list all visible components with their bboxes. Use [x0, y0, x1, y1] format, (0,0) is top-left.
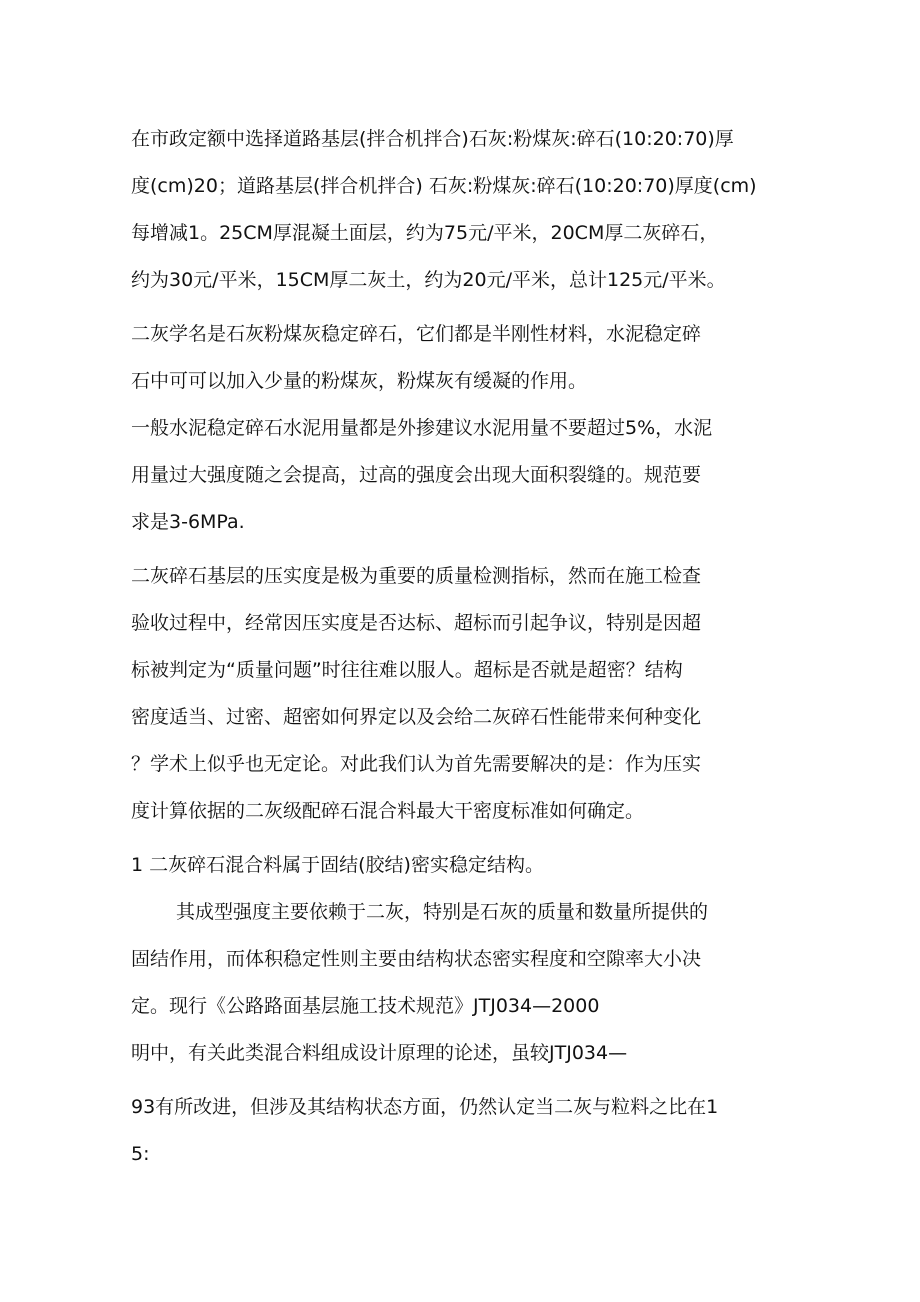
- paragraph-line: 其成型强度主要依赖于二灰，特别是石灰的质量和数量所提供的: [176, 901, 709, 923]
- paragraph-line: 密度适当、过密、超密如何界定以及会给二灰碎石性能带来何种变化: [131, 706, 702, 728]
- paragraph-line: 明中，有关此类混合料组成设计原理的论述，虽较JTJ034—: [131, 1042, 628, 1064]
- paragraph-line: 在市政定额中选择道路基层(拌合机拌合)石灰:粉煤灰:碎石(10:20:70)厚: [131, 128, 734, 150]
- paragraph-line: 标被判定为“质量问题”时往往难以服人。超标是否就是超密？结构: [131, 659, 683, 681]
- paragraph-line: 二灰碎石基层的压实度是极为重要的质量检测指标，然而在施工检查: [131, 565, 702, 587]
- paragraph-line: 度计算依据的二灰级配碎石混合料最大干密度标准如何确定。: [131, 800, 645, 822]
- paragraph-line: 93有所改进，但涉及其结构状态方面，仍然认定当二灰与粒料之比在1: [131, 1096, 719, 1118]
- paragraph-line: 约为30元/平米，15CM厚二灰土，约为20元/平米，总计125元/平米。: [131, 269, 726, 291]
- paragraph-line: 用量过大强度随之会提高，过高的强度会出现大面积裂缝的。规范要: [131, 464, 702, 486]
- paragraph-line: 固结作用，而体积稳定性则主要由结构状态密实程度和空隙率大小决: [131, 948, 702, 970]
- paragraph-line: 定。现行《公路路面基层施工技术规范》JTJ034—2000: [131, 995, 600, 1017]
- paragraph-line: 石中可可以加入少量的粉煤灰，粉煤灰有缓凝的作用。: [131, 370, 588, 392]
- paragraph-line: 求是3-6MPa.: [131, 511, 245, 533]
- paragraph-line: 每增减1。25CM厚混凝土面层，约为75元/平米，20CM厚二灰碎石，: [131, 222, 719, 244]
- paragraph-line: 一般水泥稳定碎石水泥用量都是外掺建议水泥用量不要超过5%，水泥: [131, 417, 713, 439]
- paragraph-line: ？学术上似乎也无定论。对此我们认为首先需要解决的是：作为压实: [131, 753, 702, 775]
- paragraph-line: 二灰学名是石灰粉煤灰稳定碎石，它们都是半刚性材料，水泥稳定碎: [131, 323, 702, 345]
- paragraph-line: 度(cm)20；道路基层(拌合机拌合) 石灰:粉煤灰:碎石(10:20:70)厚度(cm): [131, 175, 757, 197]
- paragraph-line: 5:: [131, 1143, 150, 1165]
- section-heading: 1 二灰碎石混合料属于固结(胶结)密实稳定结构。: [131, 854, 544, 876]
- paragraph-line: 验收过程中，经常因压实度是否达标、超标而引起争议，特别是因超: [131, 612, 702, 634]
